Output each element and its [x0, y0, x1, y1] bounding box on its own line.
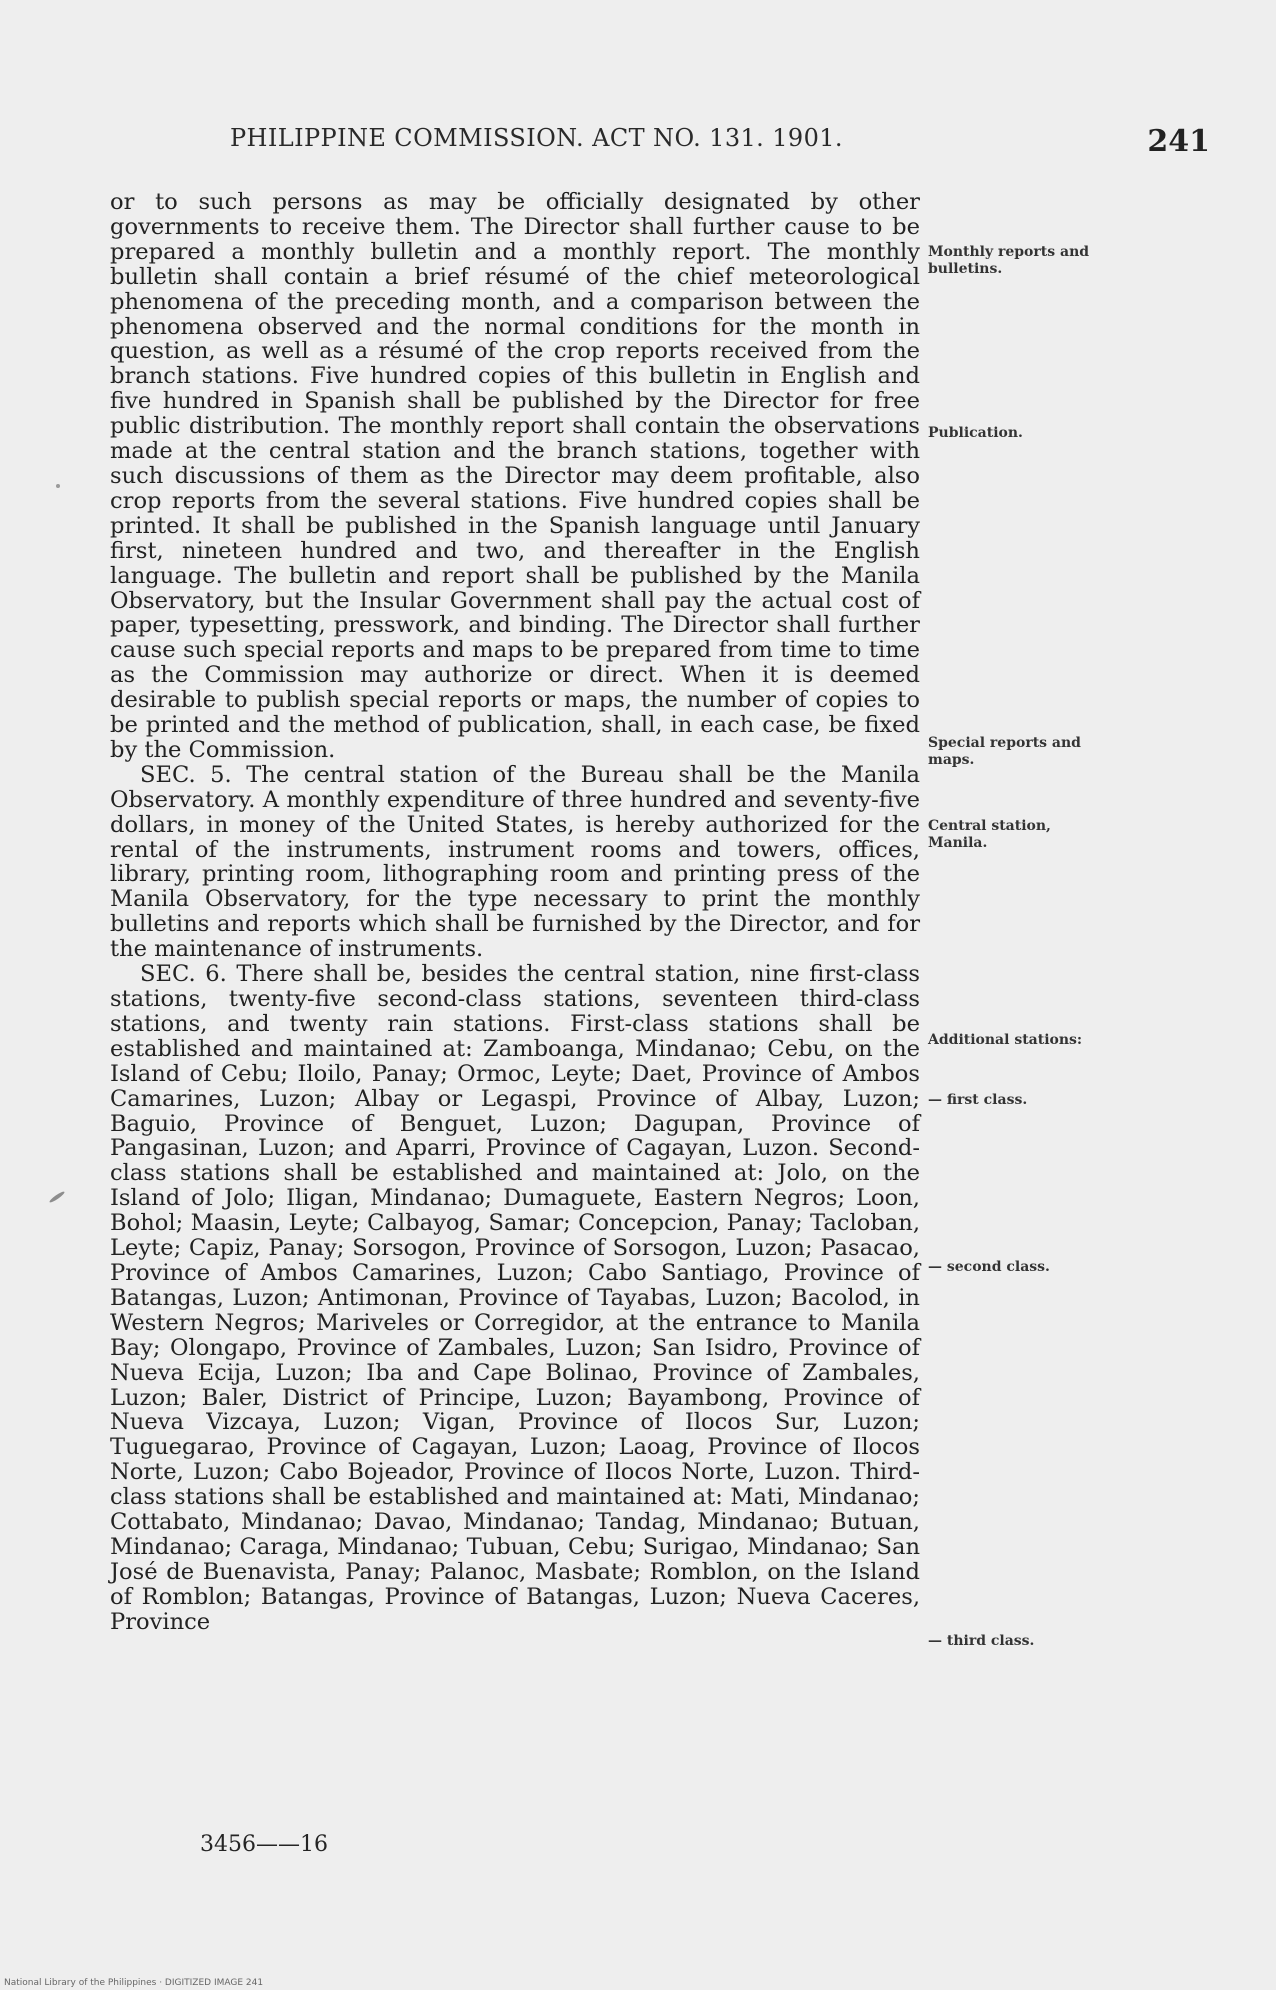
margin-note-third-class: — third class.: [928, 1633, 1035, 1649]
page-number: 241: [1147, 124, 1210, 159]
printer-signature: 3456——16: [200, 1832, 328, 1857]
margin-note-first-class: — first class.: [928, 1092, 1028, 1108]
scan-mark: [48, 1190, 65, 1204]
running-head: PHILIPPINE COMMISSION. ACT NO. 131. 1901.: [230, 124, 843, 152]
page-header: [230, 124, 1210, 164]
margin-note-second-class: — second class.: [928, 1259, 1050, 1275]
margin-note-additional-stations: Additional stations:: [928, 1032, 1083, 1048]
paragraph-section-6: SEC. 6. There shall be, besides the central station, nine first-class stations, twenty-five second-class stations, seventeen third-class stations, and twenty rain stations. First-class stations shall be established and maintained at: Zamboanga, Mindanao; Cebu, on the Island of Cebu; Iloilo, Panay; Ormoc, Leyte; Daet, Province of Ambos Camarines, Luzon; Albay or Legaspi, Province of Albay, Luzon; Baguio, Province of Benguet, Luzon; Dagupan, Province of Pangasinan, Luzon; and Aparri, Province of Cagayan, Luzon. Second-class stations shall be established and maintained at: Jolo, on the Island of Jolo; Iligan, Mindanao; Dumaguete, Eastern Negros; Loon, Bohol; Maasin, Leyte; Calbayog, Samar; Concepcion, Panay; Tacloban, Leyte; Capiz, Panay; Sorsogon, Province of Sorsogon, Luzon; Pasacao, Province of Ambos Camarines, Luzon; Cabo Santiago, Province of Batangas, Luzon; Antimonan, Province of Tayabas, Luzon; Bacolod, in Western Negros; Mariveles or Corregidor, at the entrance to Manila Bay; Olongapo, Province of Zambales, Luzon; San Isidro, Province of Nueva Ecija, Luzon; Iba and Cape Bolinao, Province of Zambales, Luzon; Baler, District of Principe, Luzon; Bayambong, Province of Nueva Vizcaya, Luzon; Vigan, Province of Ilocos Sur, Luzon; Tuguegarao, Province of Cagayan, Luzon; Laoag, Province of Ilocos Norte, Luzon; Cabo Bojeador, Province of Ilocos Norte, Luzon. Third-class stations shall be established and maintained at: Mati, Mindanao; Cottabato, Mindanao; Davao, Mindanao; Tandag, Mindanao; Butuan, Mindanao; Caraga, Mindanao; Tubuan, Cebu; Surigao, Mindanao; San José de Buenavista, Panay; Palanoc, Masbate; Romblon, on the Island of Romblon; Batangas, Province of Batangas, Luzon; Nueva Caceres, Province: [110, 961, 920, 1635]
main-text: [110, 190, 920, 1635]
margin-note-monthly-reports: Monthly reports and bulletins.: [928, 244, 1090, 277]
scan-speck: [56, 484, 60, 488]
margin-note-special-reports: Special reports and maps.: [928, 735, 1081, 768]
margin-note-publication: Publication.: [928, 425, 1023, 441]
paragraph-continuation: or to such persons as may be officially designated by other governments to receive them. The Director shall further cause to be prepared a monthly bulletin and a monthly report. The monthly bulletin shall contain a brief résumé of the chief meteorological phenomena of the preceding month, and a comparison between the phenomena observed and the normal conditions for the month in question, as well as a résumé of the crop reports received from the branch stations. Five hundred copies of this bulletin in English and five hundred in Spanish shall be published by the Director for free public distribution. The monthly report shall contain the observations made at the central station and the branch stations, together with such discussions of them as the Director may deem profitable, also crop reports from the several stations. Five hundred copies shall be printed. It shall be published in the Spanish language until January first, nineteen hundred and two, and thereafter in the English language. The bulletin and report shall be published by the Manila Observatory, but the Insular Government shall pay the actual cost of paper, typesetting, presswork, and binding. The Director shall further cause such special reports and maps to be prepared from time to time as the Commission may authorize or direct. When it is deemed desirable to publish special reports or maps, the number of copies to be printed and the method of publication, shall, in each case, be fixed by the Commission.: [110, 189, 920, 763]
margin-note-central-station: Central station, Manila.: [928, 818, 1051, 851]
digitization-credit: National Library of the Philippines · DIGITIZED IMAGE 241: [4, 1978, 264, 1988]
paragraph-section-5: SEC. 5. The central station of the Bureau shall be the Manila Observatory. A monthly expenditure of three hundred and seventy-five dollars, in money of the United States, is hereby authorized for the rental of the instruments, instrument rooms and towers, offices, library, printing room, lithographing room and printing press of the Manila Observatory, for the type necessary to print the monthly bulletins and reports which shall be furnished by the Director, and for the maintenance of instruments.: [110, 761, 920, 963]
